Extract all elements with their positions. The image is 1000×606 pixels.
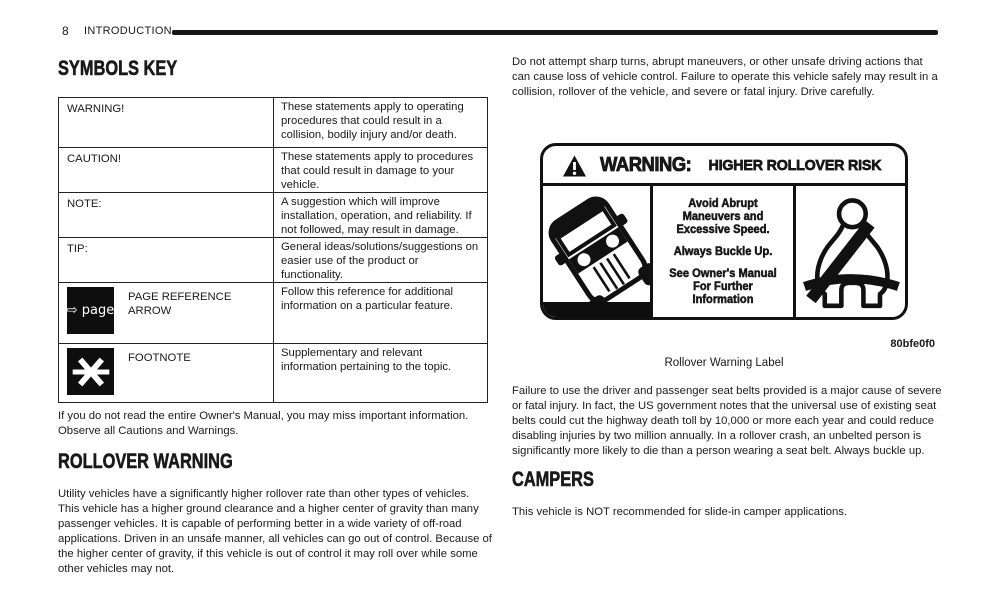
symbols-key-table bbox=[58, 97, 488, 403]
vehicle-cell bbox=[543, 186, 653, 317]
page-word: page bbox=[81, 302, 115, 318]
warning-triangle-icon bbox=[562, 155, 587, 177]
label-header bbox=[543, 146, 905, 186]
symbol-description: A suggestion which will improve installation, operation, and reliability. If not followed, may result in damage. bbox=[273, 193, 487, 237]
label-line-2: Always Buckle Up. bbox=[673, 244, 773, 258]
symbol-name: FOOTNOTE bbox=[128, 352, 191, 364]
label-line-3: See Owner's Manual For Further Information bbox=[669, 266, 777, 306]
symbol-name: NOTE: bbox=[67, 198, 102, 210]
page-reference-icon bbox=[67, 287, 114, 334]
buckled-person-icon bbox=[799, 190, 903, 314]
symbol-name: CAUTION! bbox=[67, 153, 121, 165]
vehicle-rollover-icon bbox=[543, 182, 653, 312]
symbol-name: TIP: bbox=[67, 243, 88, 255]
symbol-description: General ideas/solutions/suggestions on easier use of the product or functionality. bbox=[273, 238, 487, 282]
rollover-warning-heading: ROLLOVER WARNING bbox=[58, 450, 233, 473]
seatbelt-paragraph: Failure to use the driver and passenger seat belts provided is a major cause of severe or fatal injury. In fact, the US government notes that the universal use of existing seat belts could cut the highway death toll by 10,000 or more each year and could reduce disabling injuries by two million annually. In a rollover crash, an unbelted person is significantly more likely to die than a person wearing a seat belt. Always buckle up. bbox=[512, 385, 942, 457]
table-row bbox=[59, 238, 487, 283]
label-text-cell bbox=[653, 186, 793, 317]
page-number: 8 bbox=[62, 24, 69, 38]
label-reference-code: 80bfe0f0 bbox=[890, 338, 935, 350]
footnote-icon bbox=[67, 348, 114, 395]
label-caption: Rollover Warning Label bbox=[664, 357, 784, 369]
symbol-description: Follow this reference for additional information on a particular feature. bbox=[273, 283, 487, 343]
ground-band bbox=[543, 302, 650, 317]
section-title: INTRODUCTION bbox=[84, 25, 172, 37]
table-row bbox=[59, 148, 487, 193]
campers-body: This vehicle is NOT recommended for slide-in camper applications. bbox=[512, 506, 848, 518]
symbols-key-note: If you do not read the entire Owner's Manual, you may miss important information. Observe all Cautions and Warnings. bbox=[58, 410, 469, 437]
label-warning-rest: HIGHER ROLLOVER RISK bbox=[708, 157, 882, 174]
header-rule bbox=[172, 30, 938, 35]
campers-heading: CAMPERS bbox=[512, 468, 594, 491]
symbol-description: These statements apply to procedures that could result in damage to your vehicle. bbox=[273, 148, 487, 192]
symbols-key-heading: SYMBOLS KEY bbox=[58, 57, 178, 80]
label-warning-word: WARNING: bbox=[599, 154, 692, 176]
table-row bbox=[59, 344, 487, 402]
symbol-name: PAGE REFERENCE ARROW bbox=[128, 291, 232, 317]
symbol-name: WARNING! bbox=[67, 103, 125, 115]
arrow-glyph: ⇨ bbox=[66, 302, 78, 318]
symbol-description: These statements apply to operating procedures that could result in a collision, bodily injury and/or death. bbox=[273, 98, 487, 147]
table-row bbox=[59, 98, 487, 148]
table-row bbox=[59, 283, 487, 344]
rollover-intro-paragraph: Do not attempt sharp turns, abrupt maneuvers, or other unsafe driving actions that can cause loss of vehicle control. Failure to operate this vehicle safely may result in a collision, rollover of the vehicle, and severe or fatal injury. Drive carefully. bbox=[512, 56, 938, 98]
asterisk-glyph bbox=[71, 352, 111, 392]
symbol-description: Supplementary and relevant information pertaining to the topic. bbox=[273, 344, 487, 402]
table-row bbox=[59, 193, 487, 238]
label-line-1: Avoid Abrupt Maneuvers and Excessive Speed. bbox=[676, 196, 770, 236]
person-cell bbox=[793, 186, 905, 317]
rollover-warning-body: Utility vehicles have a significantly higher rollover rate than other types of vehicles. This vehicle has a higher ground clearance and a higher center of gravity than many passenger vehicles. It is capable of performing better in a wide variety of off-road applications. Driven in an unsafe manner, all vehicles can go out of control. Because of the higher center of gravity, if this vehicle is out of control it may roll over while some other vehicles may not. bbox=[58, 488, 492, 575]
rollover-warning-label bbox=[540, 143, 908, 320]
